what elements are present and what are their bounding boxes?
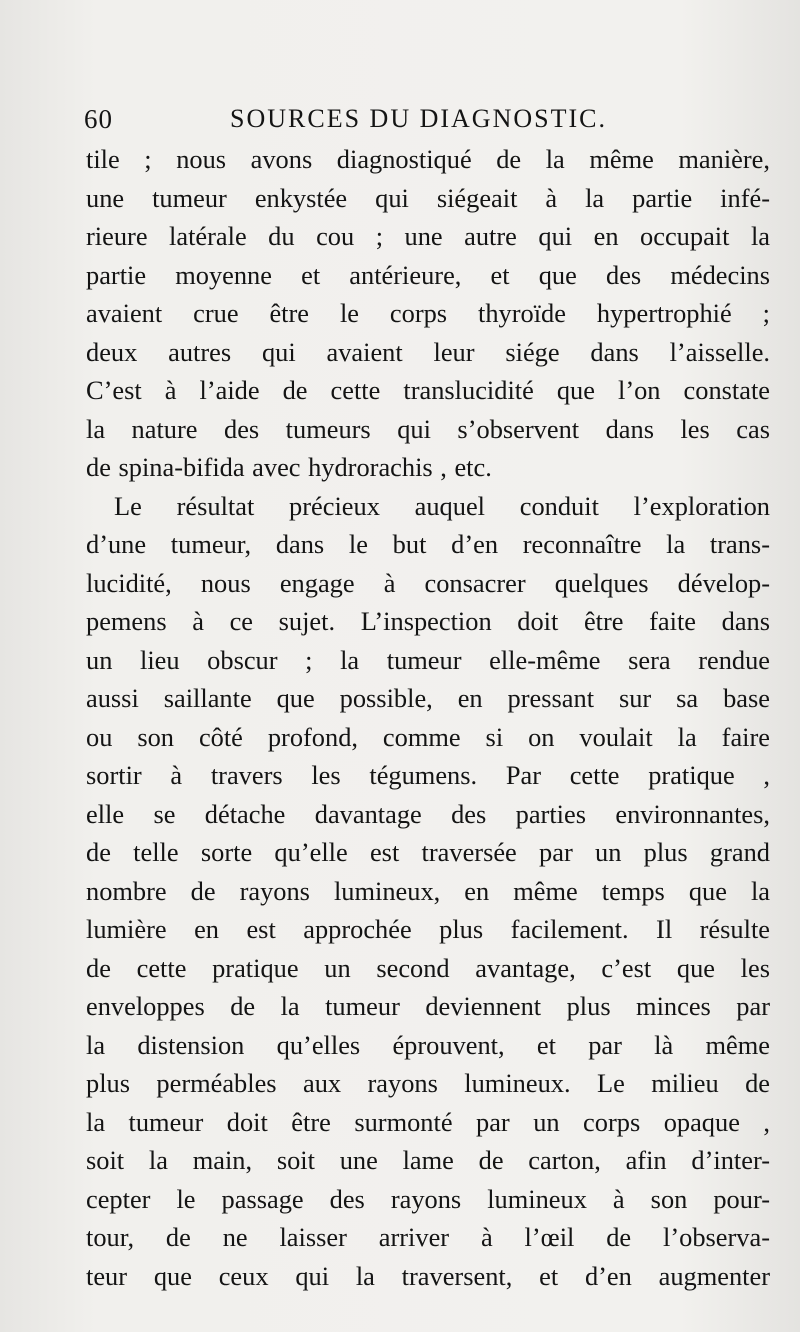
text-line: lucidité, nous engage à consacrer quelques dévelop- — [86, 567, 770, 598]
text-line: partie moyenne et antérieure, et que des médecins — [86, 259, 770, 290]
text-line: la distension qu’elles éprouvent, et par là même — [86, 1029, 770, 1060]
text-line: deux autres qui avaient leur siége dans l’aisselle. — [86, 336, 770, 367]
text-line: elle se détache davantage des parties environnantes, — [86, 798, 770, 829]
text-line: aussi saillante que possible, en pressant sur sa base — [86, 683, 770, 713]
text-line: la nature des tumeurs qui s’observent dans les cas — [86, 413, 770, 444]
text-line: un lieu obscur ; la tumeur elle-même sera rendue — [86, 644, 770, 675]
text-line: nombre de rayons lumineux, en même temps que la — [86, 875, 770, 906]
text-line: tile ; nous avons diagnostiqué de la même manière, — [86, 144, 770, 174]
text-line: de spina-bifida avec hydrorachis , etc. — [86, 452, 492, 482]
text-line: de telle sorte qu’elle est traversée par un plus grand — [86, 837, 770, 867]
text-line: Le résultat précieux auquel conduit l’exploration — [114, 490, 770, 521]
running-head: SOURCES DU DIAGNOSTIC. — [230, 104, 607, 133]
body-text — [86, 140, 770, 1295]
text-line: plus perméables aux rayons lumineux. Le milieu de — [86, 1068, 770, 1098]
text-line: tour, de ne laisser arriver à l’œil de l’observa- — [86, 1222, 770, 1252]
text-line: ou son côté profond, comme si on voulait la faire — [86, 721, 770, 752]
text-line: rieure latérale du cou ; une autre qui en occupait la — [86, 221, 770, 251]
text-line: lumière en est approchée plus facilement. Il résulte — [86, 914, 770, 944]
text-line: la tumeur doit être surmonté par un corps opaque , — [86, 1106, 770, 1137]
text-line: de cette pratique un second avantage, c’est que les — [86, 952, 770, 983]
text-line: une tumeur enkystée qui siégeait à la partie infé- — [86, 182, 770, 213]
text-line: pemens à ce sujet. L’inspection doit être faite dans — [86, 606, 770, 636]
text-line: sortir à travers les tégumens. Par cette pratique , — [86, 760, 770, 790]
text-line: soit la main, soit une lame de carton, afin d’inter- — [86, 1145, 770, 1175]
page-header — [84, 104, 764, 144]
text-line: enveloppes de la tumeur deviennent plus minces par — [86, 991, 770, 1021]
text-line: C’est à l’aide de cette translucidité que l’on constate — [86, 375, 770, 405]
text-line: teur que ceux qui la traversent, et d’en augmenter — [86, 1260, 770, 1291]
page-number: 60 — [84, 104, 113, 134]
text-line: cepter le passage des rayons lumineux à son pour- — [86, 1183, 770, 1214]
text-line: avaient crue être le corps thyroïde hypertrophié ; — [86, 298, 770, 328]
text-line: d’une tumeur, dans le but d’en reconnaître la trans- — [86, 529, 770, 559]
